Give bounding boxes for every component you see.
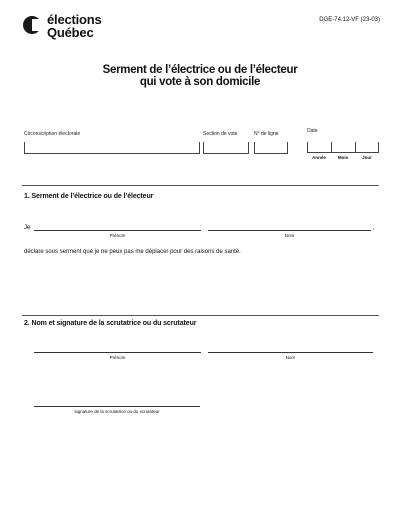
comma: , (373, 225, 375, 231)
form-title-line2: qui vote à son domicile (139, 76, 261, 88)
form-title-line1: Serment de l’électrice ou de l’électeur (102, 64, 298, 76)
nom-caption-2: Nom (285, 355, 296, 360)
section-vote-field[interactable] (203, 142, 249, 154)
date-day-label: Jour (362, 155, 372, 160)
circonscription-field[interactable] (24, 142, 200, 154)
date-divider (355, 142, 356, 153)
logo-text-line1: élections (47, 12, 102, 27)
nom-caption-1: Nom (284, 233, 295, 238)
section1-heading: 1. Serment de l’électrice ou de l’électeur (24, 193, 154, 200)
nom-line-2[interactable] (208, 352, 373, 353)
ligne-field[interactable] (254, 142, 288, 154)
section1-divider (22, 185, 379, 186)
date-divider (331, 142, 332, 153)
section-vote-label: Section de vote (203, 131, 238, 137)
date-label: Date (307, 128, 318, 134)
form-code: DGE-74.12-VF (23-03) (319, 17, 380, 23)
signature-caption: signature de la scrutatrice ou du scrutateur (74, 409, 160, 414)
signature-line[interactable] (34, 406, 200, 407)
prenom-caption-2: Prénom (109, 355, 126, 360)
ligne-label: N° de ligne (254, 131, 279, 137)
date-divider (307, 142, 308, 153)
section2-heading: 2. Nom et signature de la scrutatrice ou du scrutateur (24, 320, 197, 327)
date-divider (378, 142, 379, 153)
nom-line-1[interactable] (208, 230, 371, 231)
date-field[interactable] (307, 142, 379, 153)
section2-divider (22, 315, 379, 316)
date-month-label: Mois (337, 155, 349, 160)
prenom-line-2[interactable] (34, 352, 201, 353)
logo-text-line2: Québec (47, 25, 94, 40)
prenom-line-1[interactable] (34, 230, 201, 231)
circonscription-label: Circonscription électorale (24, 131, 81, 137)
date-year-label: Année (312, 155, 326, 160)
date-baseline (307, 152, 379, 153)
prenom-caption-1: Prénom (109, 233, 126, 238)
elections-quebec-logo-icon (23, 16, 41, 34)
declaration-text: déclare sous serment que je ne peux pas me déplacer pour des raisons de santé. (24, 249, 241, 255)
je-label: Je (24, 225, 31, 231)
